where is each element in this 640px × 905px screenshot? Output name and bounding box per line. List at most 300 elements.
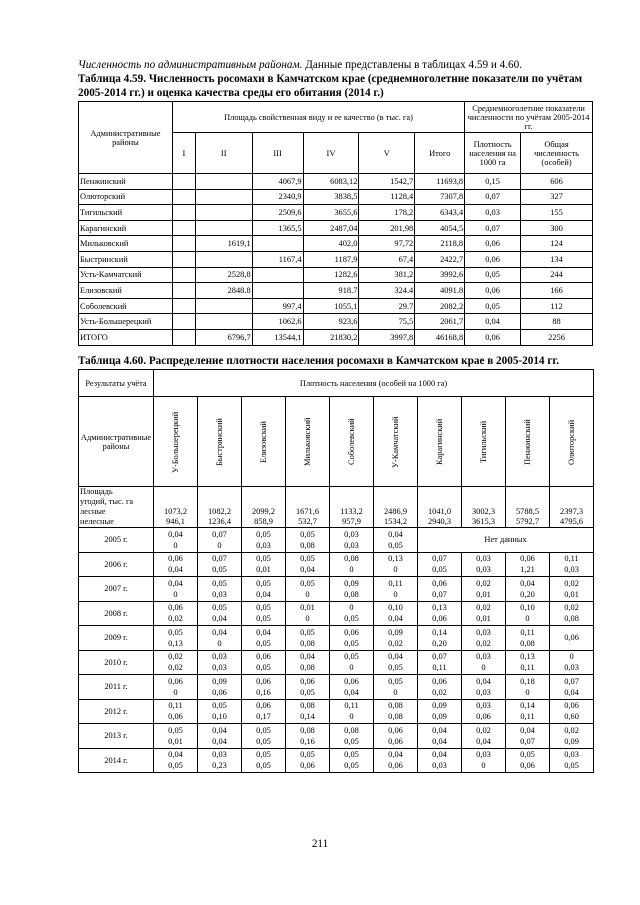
forest-area: 5788,5: [515, 507, 540, 517]
density-cell: [198, 724, 242, 749]
density-cell: [198, 577, 242, 602]
density-value: 0,04: [168, 565, 183, 575]
table-cell: 244: [521, 267, 593, 283]
nonforest-area: 858,9: [254, 517, 273, 527]
density-value: 0,09: [432, 701, 447, 711]
density-value: 0,04: [388, 529, 403, 539]
density-group-header: Плотность населения (особей на 1000 га): [154, 370, 594, 397]
density-value: 0: [393, 687, 398, 697]
density-cell: [418, 675, 462, 700]
table-cell: [195, 251, 252, 267]
density-value: 0,08: [564, 614, 579, 624]
table-cell: [172, 220, 195, 236]
density-value: 0,07: [432, 554, 447, 564]
district-name: Мильковский: [303, 417, 312, 466]
density-cell: [550, 748, 594, 773]
density-value: 0,02: [564, 725, 579, 735]
table-row: [79, 174, 593, 190]
class-header: II: [195, 133, 252, 174]
density-value: 0: [349, 565, 354, 575]
table-cell: 97,72: [359, 236, 415, 252]
density-cell: [462, 626, 506, 651]
density-value: 0,11: [344, 701, 359, 711]
density-value: 0,06: [256, 676, 271, 686]
table-row: [79, 251, 593, 267]
density-value: 0: [305, 589, 310, 599]
nonforest-area: 946,1: [166, 517, 185, 527]
district-name: Карагинский: [435, 418, 444, 465]
table-cell: 1365,5: [252, 220, 303, 236]
table-row: [79, 650, 594, 675]
density-cell: [374, 699, 418, 724]
density-value: 0,04: [476, 736, 491, 746]
density-value: 0,16: [300, 736, 315, 746]
density-cell: [286, 528, 330, 553]
nonforest-area: 2940,3: [427, 517, 452, 527]
table-cell: 7307,8: [415, 189, 465, 205]
density-value: 0,03: [476, 687, 491, 697]
table-row: [79, 267, 593, 283]
table-row: [79, 205, 593, 221]
density-value: 0,05: [388, 540, 403, 550]
table-cell: 1187,9: [303, 251, 359, 267]
no-data-cell: Нет данных: [418, 528, 594, 553]
density-value: 0: [525, 614, 530, 624]
density-value: 0,03: [564, 750, 579, 760]
district-name: Олюторский: [79, 189, 173, 205]
population-group-header: Среднемноголетние показатели численности по учётам 2005-2014 гг.: [465, 102, 593, 133]
density-value: 0,05: [256, 736, 271, 746]
density-value: 0,16: [256, 687, 271, 697]
density-value: 0,09: [388, 627, 403, 637]
density-cell: [198, 675, 242, 700]
district-name: Елизовский: [259, 420, 268, 463]
density-value: 0,18: [520, 676, 535, 686]
density-value: 0,02: [168, 614, 183, 624]
density-value: 0: [173, 540, 178, 550]
intro-text: Данные представлены в таблицах 4.59 и 4.60.: [302, 59, 523, 71]
density-cell: [330, 528, 374, 553]
table-cell: 134: [521, 251, 593, 267]
table-cell: 2487,04: [303, 220, 359, 236]
table-cell: 29.7: [359, 298, 415, 314]
table-row: [79, 699, 594, 724]
area-cell: [418, 487, 462, 528]
density-value: 0,03: [212, 589, 227, 599]
density-value: 0,06: [520, 554, 535, 564]
density-cell: [374, 650, 418, 675]
density-value: 0,06: [432, 614, 447, 624]
district-name: Елизовский: [79, 283, 173, 299]
table-cell: 3838,5: [303, 189, 359, 205]
table-cell: [172, 283, 195, 299]
admin-districts-header: Административные районы: [79, 397, 154, 487]
table-60-header-row: [79, 370, 594, 397]
density-value: 0,04: [520, 578, 535, 588]
density-cell: [286, 699, 330, 724]
density-cell: [286, 748, 330, 773]
density-cell: [286, 724, 330, 749]
table-cell: [195, 298, 252, 314]
density-value: 0,06: [300, 761, 315, 771]
density-value: 0,04: [432, 725, 447, 735]
density-value: 0,05: [300, 578, 315, 588]
density-value: 0,07: [212, 529, 227, 539]
density-value: 0,20: [432, 638, 447, 648]
class-header: V: [359, 133, 415, 174]
density-value: 0,03: [564, 663, 579, 673]
district-column-header: [330, 397, 374, 487]
density-cell: [242, 626, 286, 651]
density-value: 0,06: [432, 578, 447, 588]
density-value: 0,03: [432, 761, 447, 771]
density-value: 0,08: [388, 712, 403, 722]
area-label-line: лесные: [80, 507, 106, 517]
district-name: Быстринский: [215, 417, 224, 466]
table-cell: 997,4: [252, 298, 303, 314]
area-cell: [242, 487, 286, 528]
density-cell: [154, 577, 198, 602]
density-value: 0,60: [564, 712, 579, 722]
table-cell: 4067,9: [252, 174, 303, 190]
table-cell: 2256: [521, 329, 593, 345]
table-cell: 4054,5: [415, 220, 465, 236]
density-value: 0,08: [300, 540, 315, 550]
table-cell: 2082,2: [415, 298, 465, 314]
density-value: 0,10: [520, 603, 535, 613]
nonforest-area: 1236,4: [207, 517, 232, 527]
page-number: 211: [311, 838, 329, 850]
density-value: 0,05: [168, 627, 183, 637]
density-value: 0,04: [432, 736, 447, 746]
density-cell: [462, 577, 506, 602]
table-cell: [252, 283, 303, 299]
table-cell: 1055,1: [303, 298, 359, 314]
density-cell: [198, 650, 242, 675]
table-cell: [172, 314, 195, 330]
density-value: 0,05: [256, 638, 271, 648]
density-value: 0,08: [344, 725, 359, 735]
table-59: [78, 101, 593, 346]
table-row: [79, 329, 593, 345]
district-name: Пенжинский: [523, 418, 532, 465]
table-cell: 0,07: [465, 220, 521, 236]
table-cell: 112: [521, 298, 593, 314]
density-value: 0,11: [564, 554, 579, 564]
table-cell: 0,04: [465, 314, 521, 330]
table-cell: [172, 329, 195, 345]
table-cell: 0,07: [465, 189, 521, 205]
density-cell: [506, 601, 550, 626]
density-value: 0,05: [212, 603, 227, 613]
table-cell: 6343,4: [415, 205, 465, 221]
forest-area: 2486,9: [383, 507, 408, 517]
density-value: 0,05: [344, 652, 359, 662]
year-label: 2012 г.: [79, 699, 154, 724]
intro-italic: Численность по административным районам.: [78, 59, 303, 71]
density-value: 0,04: [168, 750, 183, 760]
table-cell: 201,98: [359, 220, 415, 236]
density-cell: [242, 650, 286, 675]
density-value: 0,06: [564, 701, 579, 711]
table-cell: 2848.8: [195, 283, 252, 299]
density-value: 0,14: [300, 712, 315, 722]
density-value: 0,14: [432, 627, 447, 637]
density-value: 0,08: [300, 638, 315, 648]
density-value: 0,05: [520, 750, 535, 760]
density-cell: [242, 675, 286, 700]
area-label: [79, 487, 154, 528]
density-cell: [198, 748, 242, 773]
table-cell: [195, 174, 252, 190]
table-cell: [252, 267, 303, 283]
density-value: 0,06: [168, 676, 183, 686]
density-value: 0,06: [520, 761, 535, 771]
district-column-header: [198, 397, 242, 487]
density-value: 0,11: [388, 578, 403, 588]
area-cell: [154, 487, 198, 528]
table-cell: 2340,9: [252, 189, 303, 205]
table-cell: 11693,8: [415, 174, 465, 190]
forest-area: 1082,2: [207, 507, 232, 517]
density-cell: [330, 724, 374, 749]
table-row: [79, 220, 593, 236]
density-header: Плотность населения на 1000 га: [465, 133, 521, 174]
density-cell: [550, 699, 594, 724]
density-value: 0,05: [256, 554, 271, 564]
density-value: 0,04: [344, 687, 359, 697]
density-value: 0,05: [256, 725, 271, 735]
density-value: 0,06: [388, 736, 403, 746]
table-cell: [195, 189, 252, 205]
density-cell: [418, 601, 462, 626]
density-cell: [330, 748, 374, 773]
table-cell: 6083,12: [303, 174, 359, 190]
table-cell: 324.4: [359, 283, 415, 299]
density-value: 0: [217, 638, 222, 648]
density-value: 0: [349, 712, 354, 722]
table-cell: 67,4: [359, 251, 415, 267]
table-60-districts-row: [79, 397, 594, 487]
density-value: 0,05: [256, 761, 271, 771]
forest-area: 1671,6: [295, 507, 320, 517]
table-cell: [195, 220, 252, 236]
density-cell: [506, 552, 550, 577]
density-value: 0,06: [432, 676, 447, 686]
density-value: 0,01: [476, 614, 491, 624]
density-value: 0,02: [388, 638, 403, 648]
density-value: 0,08: [388, 701, 403, 711]
density-value: 0,05: [256, 603, 271, 613]
density-cell: [374, 626, 418, 651]
density-cell: [506, 748, 550, 773]
density-cell: [330, 577, 374, 602]
density-value: 0,05: [344, 736, 359, 746]
density-cell: [418, 699, 462, 724]
density-cell: [286, 577, 330, 602]
table-60: [78, 369, 594, 773]
density-value: 0,02: [168, 663, 183, 673]
density-value: 0,05: [344, 638, 359, 648]
district-name: Соболевский: [347, 418, 356, 465]
density-value: 0,02: [476, 578, 491, 588]
area-cell: [550, 487, 594, 528]
density-value: 0,04: [564, 687, 579, 697]
class-header: I: [172, 133, 195, 174]
table-cell: 923,6: [303, 314, 359, 330]
district-name: Тигильский: [479, 420, 488, 463]
table-cell: [172, 205, 195, 221]
table-row: [79, 283, 593, 299]
forest-area: 2099,2: [251, 507, 276, 517]
density-cell: [286, 601, 330, 626]
density-value: 0: [305, 614, 310, 624]
density-value: 0,09: [432, 712, 447, 722]
table-cell: 1542,7: [359, 174, 415, 190]
density-cell: [550, 675, 594, 700]
district-name: Усть-Камчатский: [79, 267, 173, 283]
density-value: 0,07: [564, 676, 579, 686]
table-cell: 2061,7: [415, 314, 465, 330]
table-cell: 178,2: [359, 205, 415, 221]
table-cell: 0,06: [465, 236, 521, 252]
density-cell: [286, 626, 330, 651]
year-label: 2007 г.: [79, 577, 154, 602]
density-value: 0: [173, 687, 178, 697]
survey-results-header: Результаты учёта: [79, 370, 154, 397]
year-label: 2013 г.: [79, 724, 154, 749]
density-value: 0,23: [212, 761, 227, 771]
density-value: 0,01: [564, 589, 579, 599]
density-value: 0,01: [300, 603, 315, 613]
density-value: 0,05: [256, 529, 271, 539]
density-value: 0,04: [212, 614, 227, 624]
density-cell: [506, 650, 550, 675]
density-value: 0,02: [476, 603, 491, 613]
area-cell: [198, 487, 242, 528]
density-cell: [330, 699, 374, 724]
density-value: 0,11: [520, 663, 535, 673]
density-value: 0,04: [388, 614, 403, 624]
density-cell: [330, 626, 374, 651]
density-cell: [198, 601, 242, 626]
nonforest-area: 532,7: [298, 517, 317, 527]
density-value: 0,02: [168, 652, 183, 662]
density-cell: [198, 528, 242, 553]
density-value: 0,11: [520, 712, 535, 722]
density-cell: [462, 748, 506, 773]
district-column-header: [286, 397, 330, 487]
density-value: 0,05: [300, 687, 315, 697]
density-value: 0,06: [168, 603, 183, 613]
table-cell: 1167,4: [252, 251, 303, 267]
density-cell: [374, 724, 418, 749]
density-cell: [506, 675, 550, 700]
nonforest-area: 1534,2: [383, 517, 408, 527]
table-row: [79, 236, 593, 252]
density-value: 0,02: [564, 578, 579, 588]
density-cell: [374, 601, 418, 626]
district-name: Соболевский: [79, 298, 173, 314]
density-value: 0,04: [212, 725, 227, 735]
table-cell: [172, 236, 195, 252]
table-cell: 1128,4: [359, 189, 415, 205]
density-value: 0,01: [476, 589, 491, 599]
density-cell: [154, 675, 198, 700]
intro-paragraph: [78, 58, 593, 72]
density-cell: [154, 650, 198, 675]
table-row: [79, 601, 594, 626]
density-value: 0,02: [432, 687, 447, 697]
density-value: 0,05: [564, 761, 579, 771]
density-value: 0: [349, 663, 354, 673]
area-label-line: угодий, тыс. га: [80, 497, 134, 507]
year-label: 2009 г.: [79, 626, 154, 651]
density-value: 0,06: [168, 712, 183, 722]
table-row: [79, 298, 593, 314]
density-cell: [550, 601, 594, 626]
density-value: 0,05: [256, 663, 271, 673]
density-value: 0,10: [212, 712, 227, 722]
density-value: 0,06: [388, 725, 403, 735]
density-value: 0,17: [256, 712, 271, 722]
density-value: 0,08: [300, 725, 315, 735]
density-cell: [242, 577, 286, 602]
density-value: 0,04: [168, 529, 183, 539]
density-cell: [550, 650, 594, 675]
density-value: 0,05: [388, 676, 403, 686]
density-value: 0,07: [432, 652, 447, 662]
density-value: 0: [569, 652, 574, 662]
density-cell: [506, 577, 550, 602]
density-value: 0,14: [520, 701, 535, 711]
density-cell: [462, 650, 506, 675]
density-cell: [330, 675, 374, 700]
district-column-header: [550, 397, 594, 487]
density-value: 0,03: [344, 529, 359, 539]
density-value: 0,05: [256, 750, 271, 760]
density-cell: [374, 528, 418, 553]
density-value: 0,06: [344, 676, 359, 686]
density-value: 0,05: [168, 725, 183, 735]
density-value: 0,07: [432, 589, 447, 599]
density-cell: [242, 724, 286, 749]
table-cell: 3992,6: [415, 267, 465, 283]
district-name: Быстринский: [79, 251, 173, 267]
table-row: [79, 724, 594, 749]
area-label-line: нелесные: [80, 517, 114, 527]
density-value: 0,03: [476, 701, 491, 711]
district-column-header: [374, 397, 418, 487]
density-value: 0,06: [476, 712, 491, 722]
density-cell: [286, 552, 330, 577]
district-column-header: [418, 397, 462, 487]
density-value: 0,09: [564, 736, 579, 746]
density-value: 0,08: [300, 663, 315, 673]
density-cell: [506, 724, 550, 749]
table-cell: [172, 298, 195, 314]
density-value: 0,07: [520, 736, 535, 746]
density-cell: [198, 552, 242, 577]
density-value: 0,03: [476, 652, 491, 662]
density-value: 0,04: [300, 565, 315, 575]
year-label: 2006 г.: [79, 552, 154, 577]
table-cell: [172, 251, 195, 267]
table-row: [79, 577, 594, 602]
density-value: 0,11: [168, 701, 183, 711]
district-name: У-Большерецкий: [171, 410, 180, 473]
table-cell: [172, 267, 195, 283]
